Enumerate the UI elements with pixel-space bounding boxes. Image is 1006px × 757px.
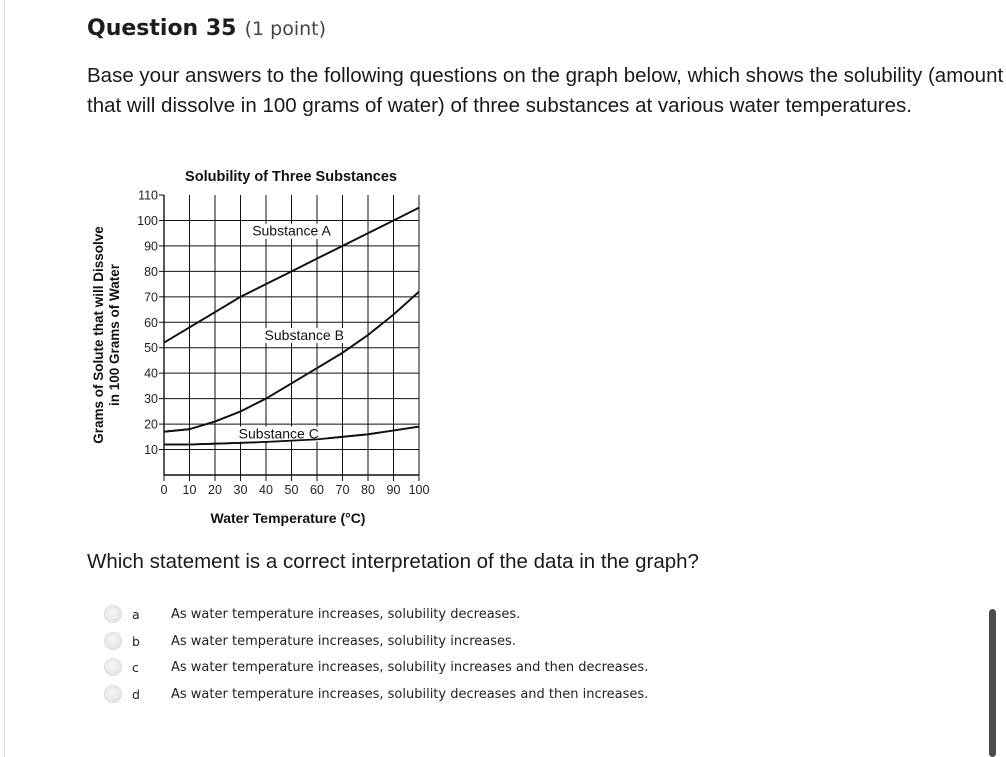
radio-b[interactable] — [104, 632, 122, 650]
x-tick-label: 70 — [335, 483, 350, 497]
series-label-substance-b: Substance B — [264, 327, 344, 344]
x-axis-label: Water Temperature (°C) — [210, 510, 366, 526]
question-stem: Base your answers to the following questions on the graph below, which shows the solubility (amount that will dissolve in 100 grams of water) of three substances at various water temperatures. — [87, 64, 1004, 117]
radio-a[interactable] — [104, 605, 122, 623]
y-tick-label: 80 — [144, 264, 158, 279]
y-tick-label: 60 — [144, 315, 158, 330]
option-letter: a — [132, 607, 140, 622]
y-axis-label-line1: Grams of Solute that will Dissolve — [91, 226, 106, 444]
y-tick-label: 50 — [144, 341, 158, 356]
question-prompt: Which statement is a correct interpretation of the data in the graph? — [87, 550, 699, 573]
option-text: As water temperature increases, solubility increases. — [171, 633, 516, 649]
series-label-substance-a: Substance A — [252, 222, 331, 239]
y-tick-label: 90 — [144, 239, 158, 254]
x-tick-label: 50 — [284, 483, 299, 497]
option-a[interactable] — [104, 604, 724, 631]
solubility-chart — [80, 160, 460, 540]
x-tick-label: 10 — [182, 483, 197, 497]
series-label-substance-c: Substance C — [238, 425, 319, 442]
option-text: As water temperature increases, solubility increases and then decreases. — [171, 660, 649, 675]
option-d[interactable] — [104, 684, 724, 711]
y-tick-label: 100 — [137, 213, 158, 228]
left-border — [4, 0, 5, 757]
y-tick-label: 40 — [144, 366, 158, 381]
radio-c[interactable] — [104, 658, 122, 676]
scrollbar[interactable] — [989, 609, 996, 757]
option-letter: c — [132, 660, 139, 675]
x-tick-label: 0 — [160, 483, 168, 497]
x-tick-label: 100 — [408, 483, 430, 497]
radio-d[interactable] — [104, 685, 122, 703]
x-tick-label: 20 — [208, 483, 222, 497]
y-tick-label: 70 — [144, 290, 158, 305]
x-tick-label: 90 — [386, 483, 401, 497]
y-axis-label-line2: in 100 Grams of Water — [107, 263, 122, 407]
x-tick-label: 40 — [259, 483, 273, 497]
y-tick-label: 110 — [138, 188, 158, 203]
question-title: Question 35 — [87, 16, 237, 41]
option-b[interactable] — [104, 631, 724, 658]
x-tick-label: 30 — [233, 483, 248, 497]
option-text: As water temperature increases, solubility decreases. — [171, 607, 521, 622]
y-tick-label: 10 — [144, 443, 158, 458]
x-tick-label: 80 — [361, 483, 375, 497]
option-text: As water temperature increases, solubility decreases and then increases. — [171, 686, 649, 702]
question-header — [87, 16, 326, 41]
x-tick-label: 60 — [310, 483, 324, 497]
answer-options — [104, 604, 724, 710]
option-letter: d — [132, 686, 140, 702]
option-c[interactable] — [104, 657, 724, 684]
option-letter: b — [132, 633, 140, 649]
y-tick-label: 20 — [144, 417, 158, 432]
y-tick-label: 30 — [144, 392, 158, 407]
question-points: (1 point) — [244, 18, 327, 40]
chart-title: Solubility of Three Substances — [185, 169, 397, 185]
